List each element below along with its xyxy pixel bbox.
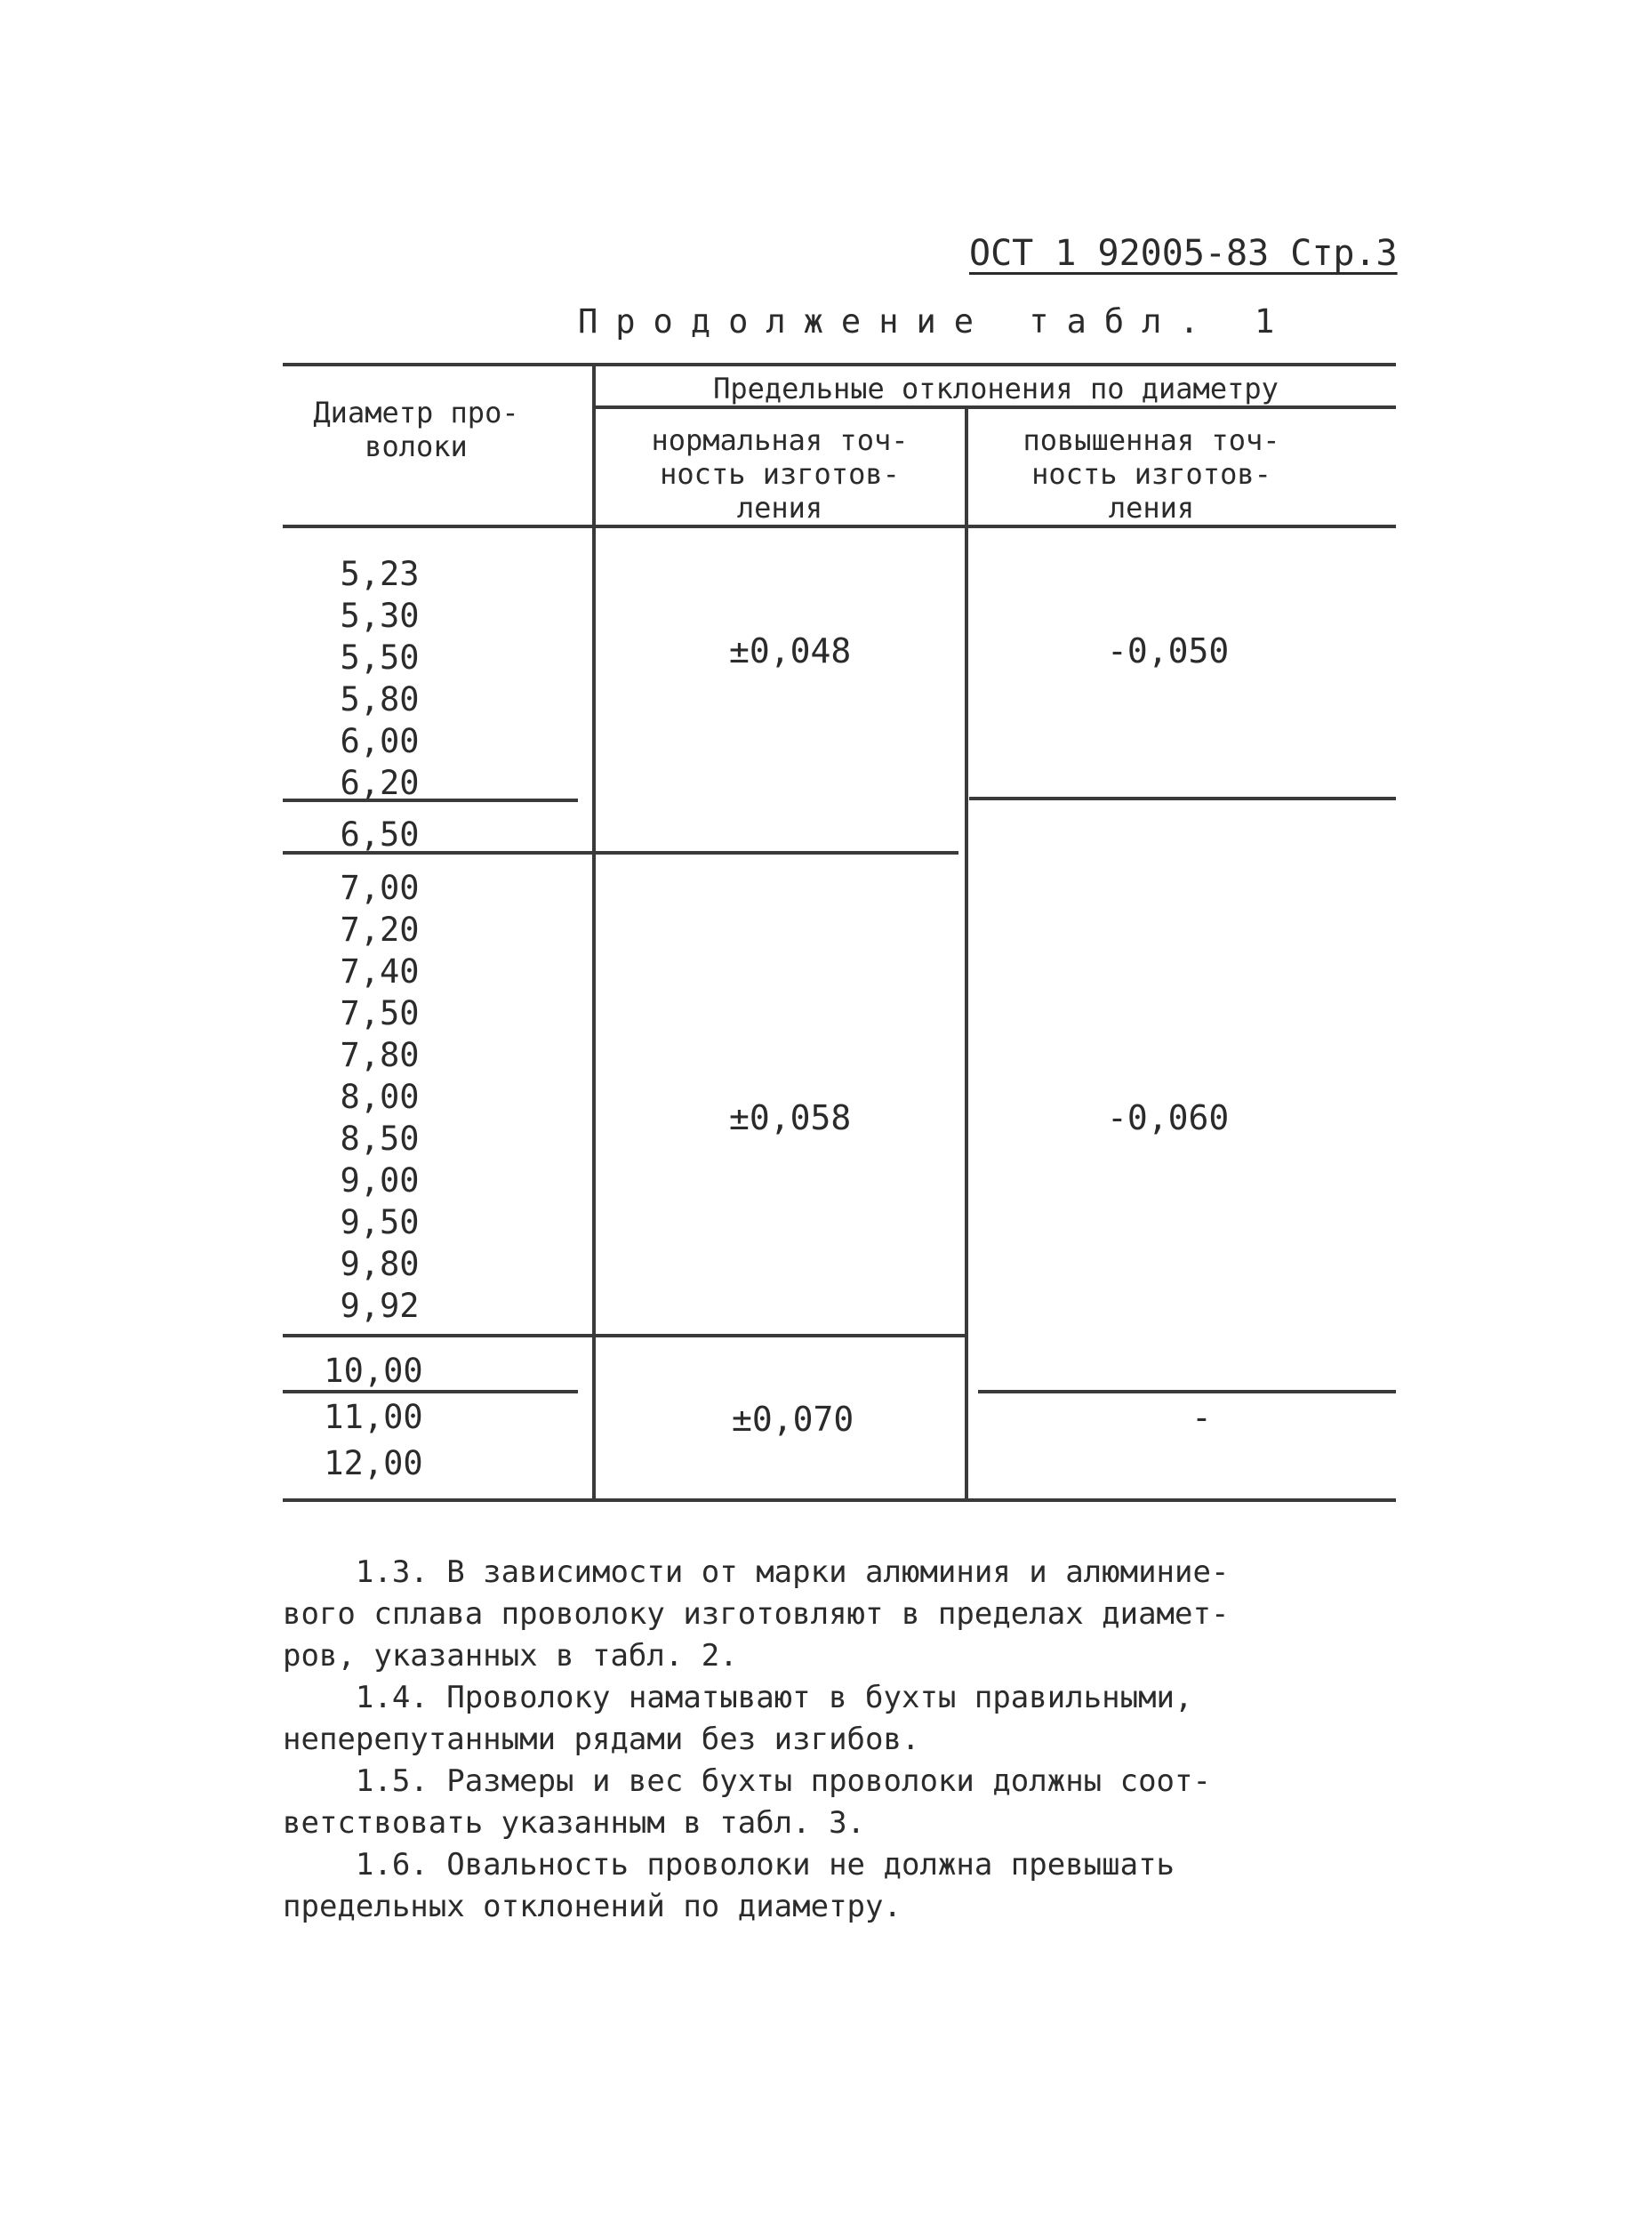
- diameter-cell: 6,00: [340, 722, 420, 760]
- table-top-rule: [283, 363, 1396, 366]
- normal-tolerance-cell: ±0,048: [729, 631, 852, 670]
- diameter-cell: 9,80: [340, 1245, 420, 1283]
- col-header-group: Предельные отклонения по диаметру: [713, 372, 1279, 405]
- diameter-cell: 9,00: [340, 1161, 420, 1200]
- diameter-cell: 5,80: [340, 680, 420, 719]
- diameter-cell: 11,00: [324, 1398, 423, 1436]
- table-continuation-title: Продолжение табл. 1: [578, 302, 1293, 341]
- diameter-cell: 8,00: [340, 1078, 420, 1116]
- diameter-cell: 5,30: [340, 597, 420, 635]
- normal-tolerance-cell: ±0,070: [732, 1400, 854, 1439]
- paragraph-1-6: 1.6. Овальность проволоки не должна превышать предельных отклонений по диаметру.: [283, 1847, 1175, 1924]
- document-reference: ОСТ 1 92005-83 Стр.3: [969, 233, 1398, 274]
- diameter-cell: 12,00: [324, 1444, 423, 1482]
- diameter-cell: 8,50: [340, 1120, 420, 1158]
- raised-tolerance-cell: -0,060: [1107, 1098, 1230, 1137]
- col-header-normal: нормальная точ- ность изготов- ления: [651, 423, 909, 525]
- table-bottom-rule: [283, 1498, 1396, 1502]
- diameter-cell: 9,92: [340, 1287, 420, 1325]
- diameter-cell: 7,20: [340, 911, 420, 949]
- rule-after-0-050: [969, 797, 1396, 800]
- diameter-cell: 7,00: [340, 869, 420, 907]
- diameter-cell: 7,50: [340, 994, 420, 1032]
- diameter-cell: 5,50: [340, 638, 420, 677]
- paragraph-1-3: 1.3. В зависимости от марки алюминия и алюминие- вого сплава проволоку изготовляют в пределах диамет- ров, указанных в табл. 2.: [283, 1554, 1230, 1674]
- rule-after-0-060: [978, 1390, 1396, 1393]
- col-header-raised: повышенная точ- ность изготов- ления: [1022, 423, 1280, 525]
- rule-after-9-92: [283, 1334, 967, 1337]
- paragraph-1-4: 1.4. Проволоку наматывают в бухты правильными, неперепутанными рядами без изгибов.: [283, 1680, 1193, 1757]
- group-header-rule: [594, 405, 1396, 409]
- diameter-cell: 9,50: [340, 1203, 420, 1241]
- diameter-cell: 5,23: [340, 555, 420, 593]
- raised-tolerance-cell: -0,050: [1107, 631, 1230, 670]
- diameter-cell: 7,40: [340, 952, 420, 991]
- header-bottom-rule: [283, 525, 1396, 528]
- diameter-cell: 7,80: [340, 1036, 420, 1074]
- col-header-diameter: Диаметр про- волоки: [313, 396, 519, 463]
- diameter-cell: 10,00: [324, 1352, 423, 1390]
- normal-tolerance-cell: ±0,058: [729, 1098, 852, 1137]
- raised-tolerance-cell: -: [1191, 1398, 1212, 1437]
- col1-divider: [592, 363, 596, 1499]
- diameter-cell: 6,50: [340, 815, 420, 854]
- paragraph-1-5: 1.5. Размеры и вес бухты проволоки должны соот- ветствовать указанным в табл. 3.: [283, 1763, 1211, 1841]
- diameter-cell: 6,20: [340, 764, 420, 802]
